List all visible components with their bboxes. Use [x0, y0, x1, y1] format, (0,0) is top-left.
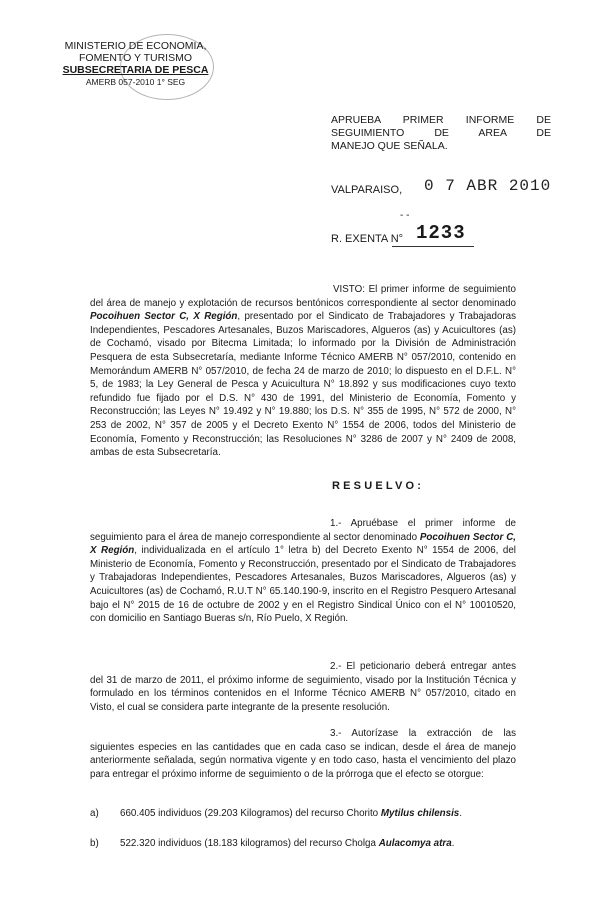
subsecretaria-name: SUBSECRETARIA DE PESCA — [62, 64, 209, 76]
item-text: 522.320 individuos (18.183 kilogramos) del recurso Cholga — [120, 838, 379, 849]
dash-mark: - - — [400, 210, 410, 221]
point-lead: 2.- El peticionario deberá entregar antes — [330, 661, 516, 672]
point-text: seguimiento para el área de manejo correspondiente al sector denominado — [90, 531, 420, 543]
exenta-number: 1233 — [416, 222, 466, 244]
letterhead — [48, 40, 223, 88]
exenta-label: R. EXENTA N° — [331, 233, 404, 245]
resolution-point-2 — [90, 660, 516, 714]
exenta-underline — [392, 246, 474, 247]
date-stamp: 0 7 ABR 2010 — [424, 177, 552, 195]
resolution-point-1 — [90, 517, 516, 626]
sector-name: Pocoihuen Sector C, X Región — [90, 311, 238, 323]
ministry-subtitle: FOMENTO Y TURISMO — [79, 52, 192, 64]
subject-line: SEGUIMIENTO DE AREA DE — [331, 127, 551, 139]
subject-line: APRUEBA PRIMER INFORME DE — [331, 114, 551, 126]
point-lead: 3.- Autorízase la extracción de las — [330, 728, 516, 739]
place-label: VALPARAISO, — [331, 184, 403, 196]
ministry-name: MINISTERIO DE ECONOMIA, — [64, 40, 207, 52]
item-label: b) — [90, 838, 99, 849]
visto-text: , presentado por el Sindicato de Trabajadores y Trabajadoras Independientes, Pescadores Artesanales, Buzos Mariscadores, Algueros (as) y Acuicultores (as) de Cochamó, visado por Bitecma Limitada; lo informado por la División de Administración Pesquera de esta Subsecretaría, mediante Informe Técnico AMERB N° 057/2010, contenido en Memorándum AMERB N° 057/2010, de fecha 24 de marzo de 2010; lo dispuesto en el D.F.L. N° 5, de 1983; la Ley General de Pesca y Acuicultura N° 18.892 y sus modificaciones cuyo texto refundido fue fijado por el D.S. N° 430 de 1991, del Ministerio de Economía, Fomento y Reconstrucción; las Leyes N° 19.492 y N° 19.880; los D.S. N° 355 de 1995, N° 572 de 2000, N° 253 de 2002, N° 357 de 2005 y el Decreto Exento N° 1554 de 2006, todos del Ministerio de Economía, Fomento y Reconstrucción; las Resoluciones N° 3286 de 2007 y N° 2409 de 2008, ambas de esta Subsecretaría. — [90, 311, 516, 459]
resolution-point-3 — [90, 727, 516, 781]
resuelvo-heading: RESUELVO: — [332, 480, 425, 492]
species-name: Mytilus chilensis — [380, 808, 460, 819]
subject-line: MANEJO QUE SEÑALA. — [331, 140, 448, 152]
item-end: . — [451, 838, 455, 849]
visto-text: seguimiento del área de manejo y explotación de recursos bentónicos correspondiente al sector denominado — [90, 284, 516, 309]
point-lead: 1.- Apruébase el primer informe de — [330, 518, 516, 529]
file-reference: AMERB 057-2010 1° SEG — [85, 77, 186, 87]
visto-paragraph — [90, 283, 516, 460]
point-text: , individualizada en el artículo 1° letra b) del Decreto Exento N° 1554 de 2006, del Ministerio de Economía, Fomento y Reconstrucción, presentado por el Sindicato de Trabajadores y Trabajadoras Independientes, Pescadores Artesanales, Buzos Mariscadores, Algueros (as) y Acuicultores (as) de Cochamó, R.U.T N° 65.140.190-9, inscrito en el Registro Pesquero Artesanal bajo el N° 2015 de 16 de octubre de 2002 y en el Registro Sindical Único con el N° 10010520, con domicilio en Santiago Bueras s/n, Río Puelo, X Región. — [90, 545, 516, 625]
resolution-subject — [331, 114, 551, 153]
species-item-b — [90, 838, 454, 849]
item-label: a) — [90, 808, 99, 819]
species-item-a — [90, 808, 462, 819]
species-name: Aulacomya atra — [378, 838, 452, 849]
point-text: siguientes especies en las cantidades que en cada caso se indican, desde el área de manejo anteriormente señalada, según normativa vigente y en todo caso, hasta el vencimiento del plazo para entregar el próximo informe de seguimiento o de la prórroga que el efecto se otorgue: — [90, 741, 516, 780]
visto-lead: VISTO: El primer informe de — [333, 284, 460, 295]
point-text: del 31 de marzo de 2011, el próximo informe de seguimiento, visado por la Institución Técnica y formulado en los términos contenidos en el Informe Técnico AMERB N° 057/2010, citado en Visto, el cual se considera parte integrante de la presente resolución. — [90, 674, 516, 713]
item-text: 660.405 individuos (29.203 Kilogramos) del recurso Chorito — [120, 808, 381, 819]
sector-name: Pocoihuen Sector C, X Región — [90, 531, 516, 557]
item-end: . — [459, 808, 462, 819]
